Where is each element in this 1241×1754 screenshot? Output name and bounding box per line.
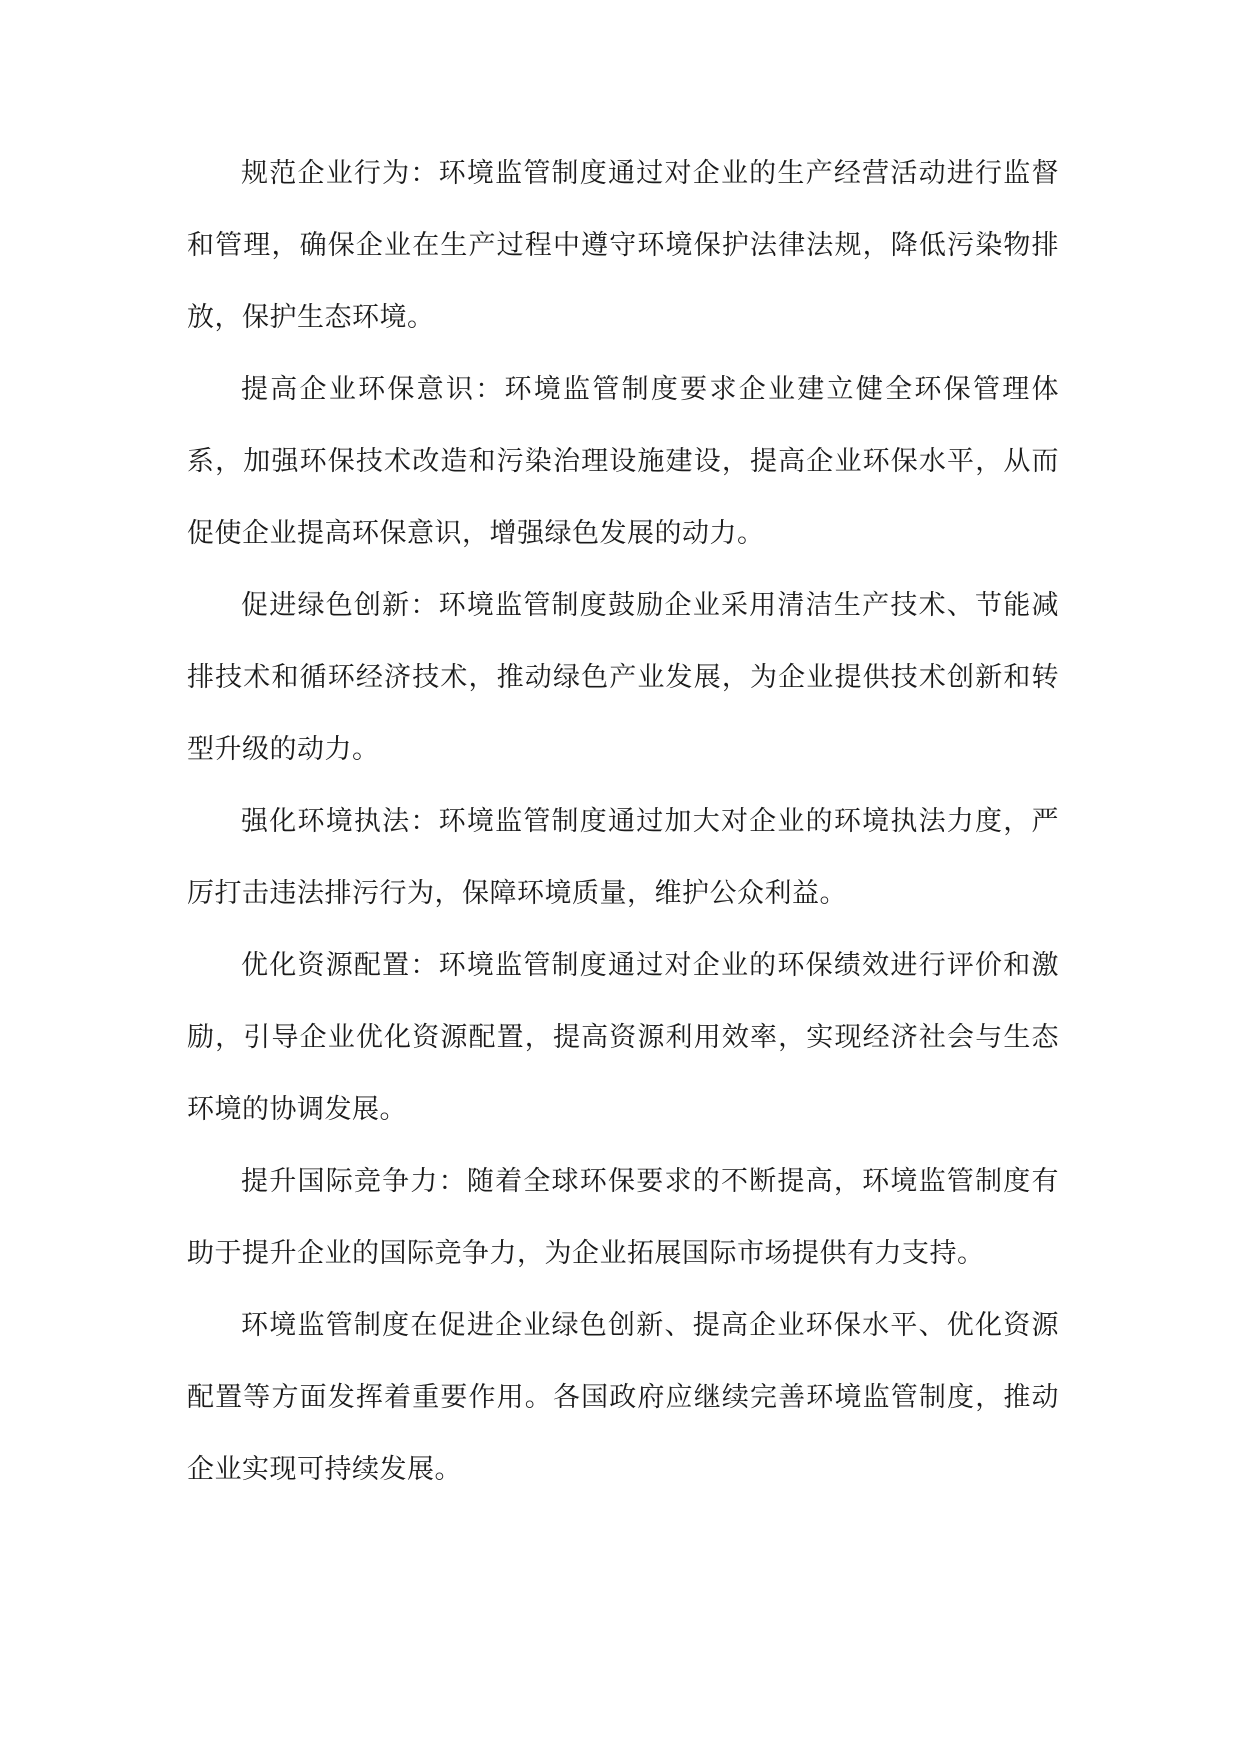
paragraph-resource-allocation: 优化资源配置：环境监管制度通过对企业的环保绩效进行评价和激励，引导企业优化资源配置，提高资源利用效率，实现经济社会与生态环境的协调发展。: [187, 950, 1059, 1125]
paragraph-green-innovation: 促进绿色创新：环境监管制度鼓励企业采用清洁生产技术、节能减排技术和循环经济技术，推动绿色产业发展，为企业提供技术创新和转型升级的动力。: [187, 590, 1059, 765]
document-page: [187, 138, 1059, 1506]
paragraph-standardize-behavior: 规范企业行为：环境监管制度通过对企业的生产经营活动进行监督和管理，确保企业在生产过程中遵守环境保护法律法规，降低污染物排放，保护生态环境。: [187, 158, 1059, 333]
paragraph-conclusion: 环境监管制度在促进企业绿色创新、提高企业环保水平、优化资源配置等方面发挥着重要作用。各国政府应继续完善环境监管制度，推动企业实现可持续发展。: [187, 1310, 1059, 1485]
paragraph-environmental-awareness: 提高企业环保意识：环境监管制度要求企业建立健全环保管理体系，加强环保技术改造和污染治理设施建设，提高企业环保水平，从而促使企业提高环保意识，增强绿色发展的动力。: [187, 374, 1059, 549]
paragraph-international-competitiveness: 提升国际竞争力：随着全球环保要求的不断提高，环境监管制度有助于提升企业的国际竞争力，为企业拓展国际市场提供有力支持。: [187, 1166, 1059, 1269]
paragraph-law-enforcement: 强化环境执法：环境监管制度通过加大对企业的环境执法力度，严厉打击违法排污行为，保障环境质量，维护公众利益。: [187, 806, 1059, 909]
